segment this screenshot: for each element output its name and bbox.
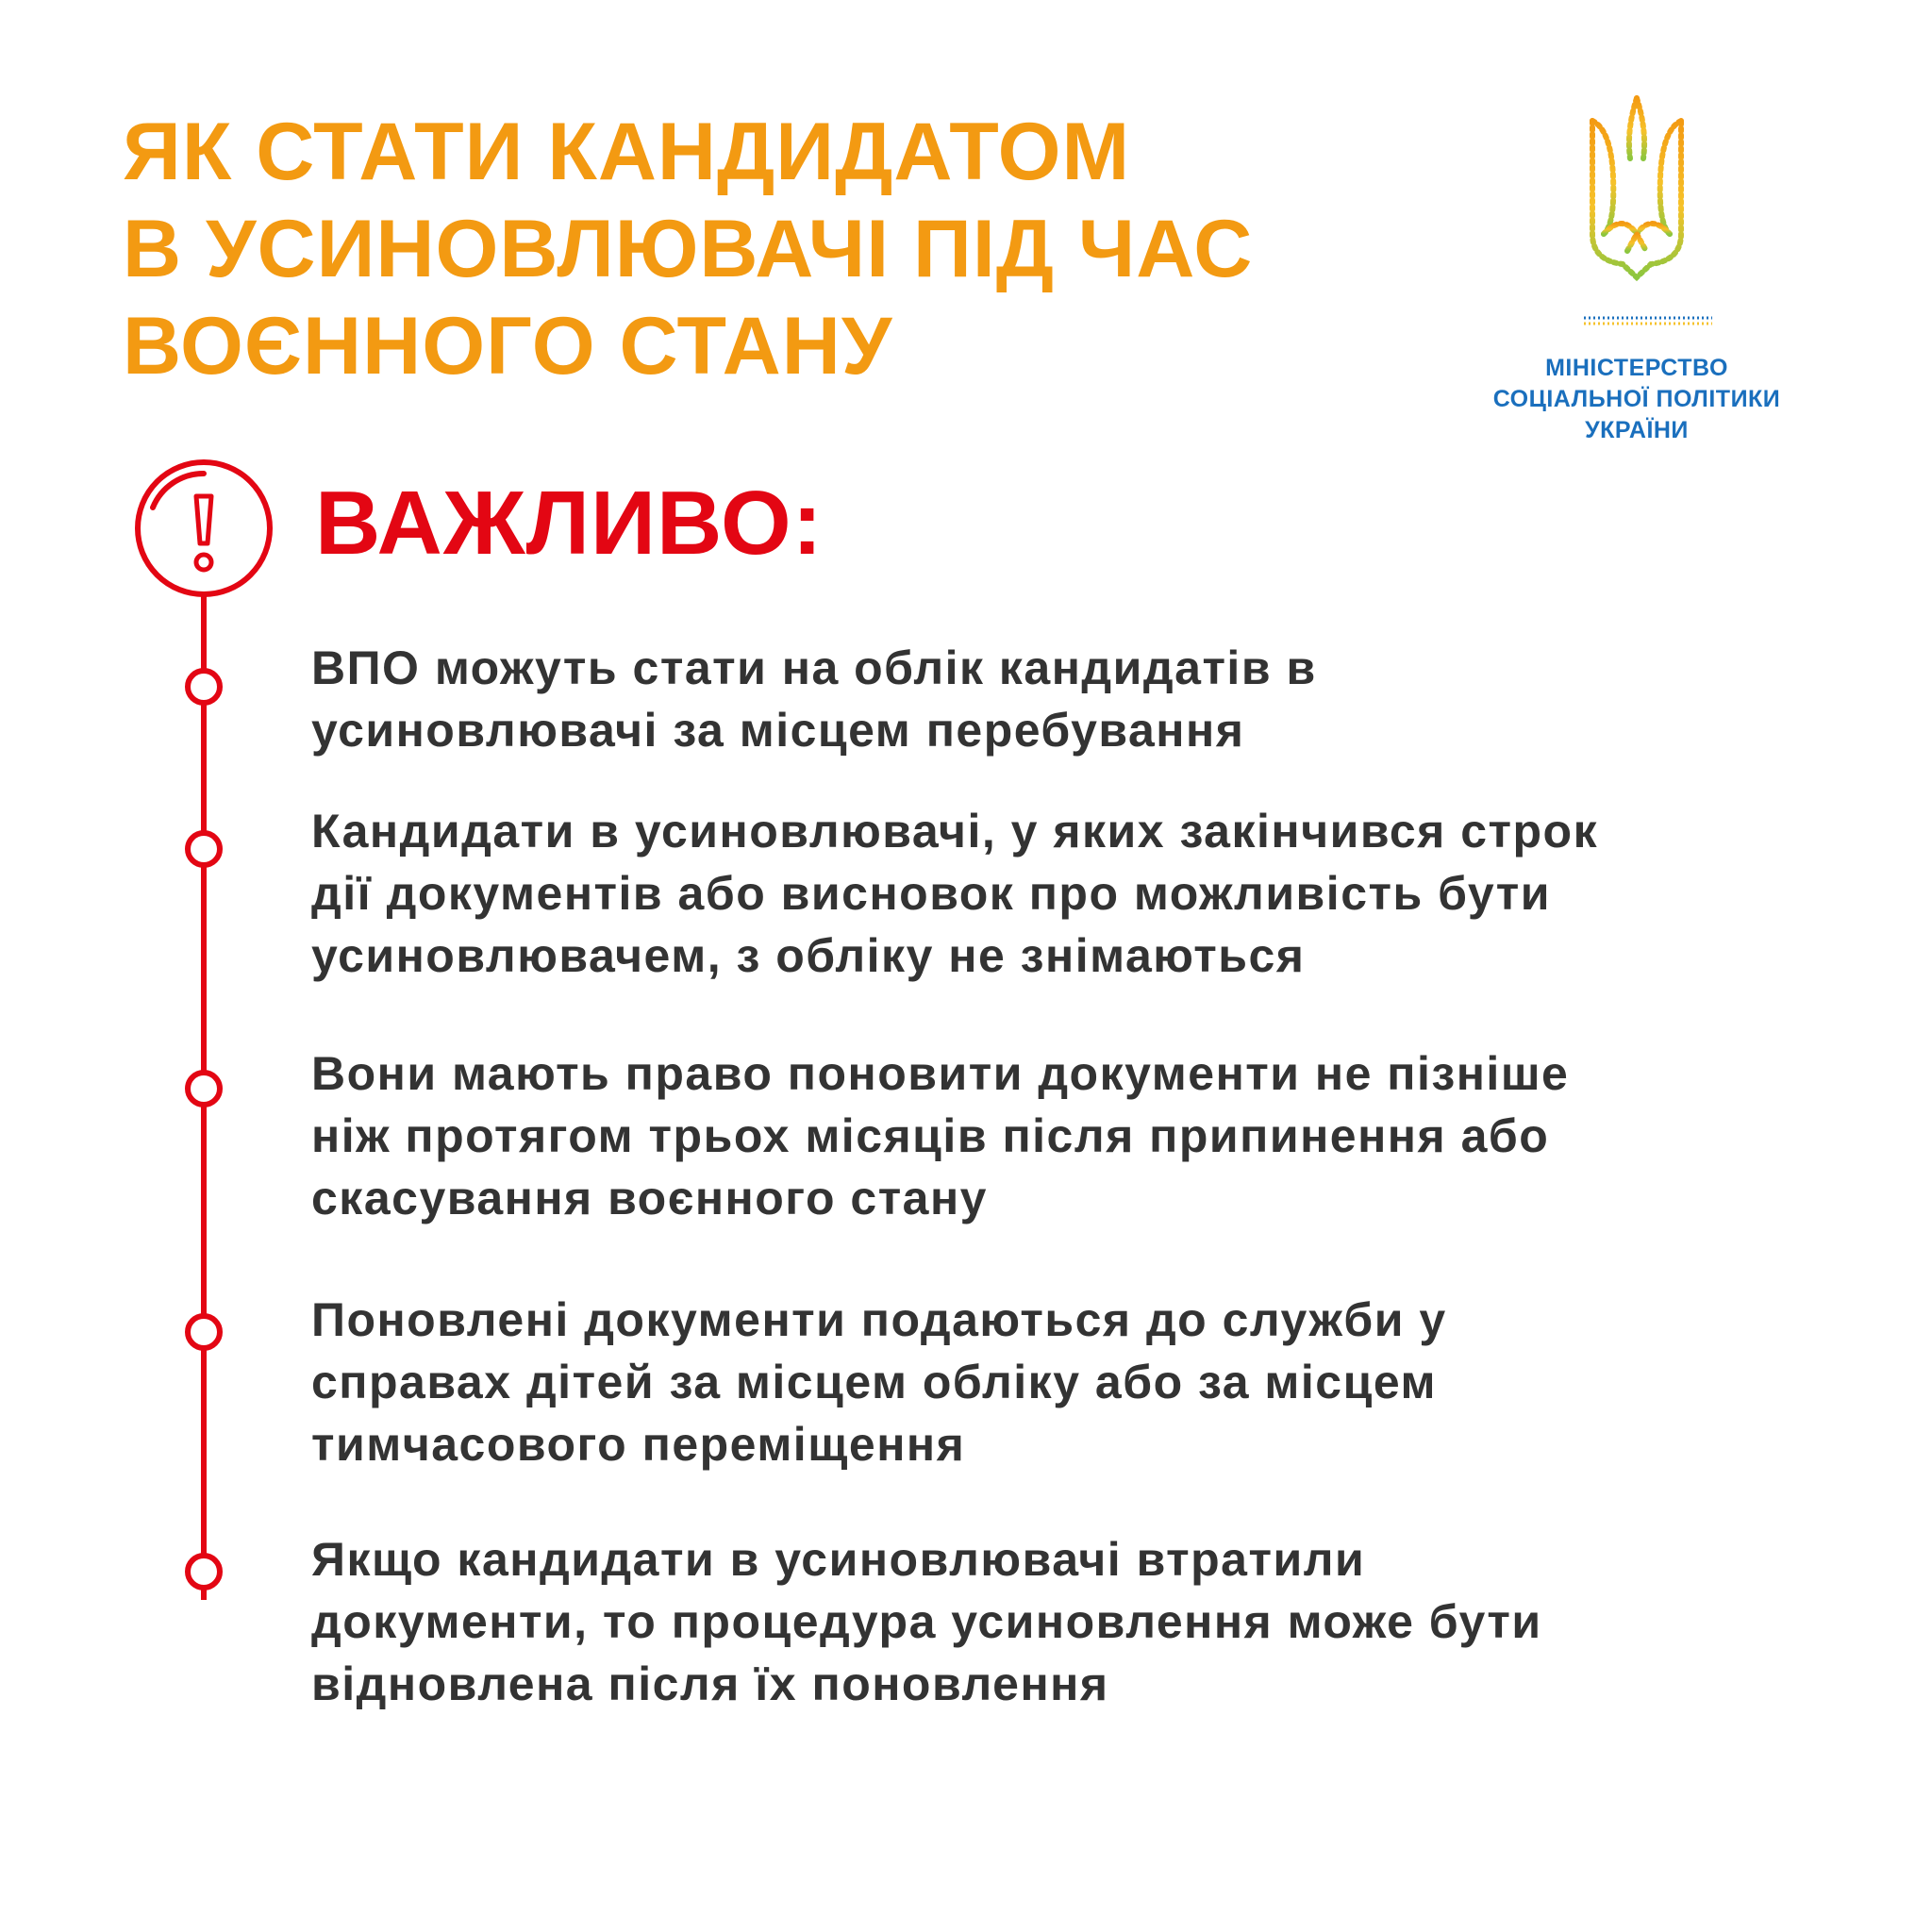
warning-icon <box>138 462 270 594</box>
timeline-dot-4 <box>188 1316 220 1348</box>
timeline-dot-3 <box>188 1073 220 1105</box>
ministry-logo <box>1481 92 1792 451</box>
trident-emblem-icon <box>1585 92 1689 281</box>
title-line-2: В УСИНОВЛЮВАЧІ ПІД ЧАС <box>123 204 1254 294</box>
list-item-line: тимчасового переміщення <box>311 1418 966 1471</box>
ministry-name <box>1481 353 1792 446</box>
list-item-line: Поновлені документи подаються до служби у <box>311 1293 1447 1346</box>
list-item-line: документи, то процедура усиновлення може бути <box>311 1595 1542 1648</box>
timeline-dot-2 <box>188 833 220 865</box>
timeline <box>128 453 279 1623</box>
list-item-line: усиновлювачем, з обліку не знімаються <box>311 929 1306 982</box>
page-title <box>123 104 1424 395</box>
list-item <box>311 637 1868 761</box>
list-item-line: Вони мають право поновити документи не пізніше <box>311 1047 1570 1100</box>
list-item-line: Кандидати в усиновлювачі, у яких закінчився строк <box>311 805 1599 858</box>
list-item-line: ВПО можуть стати на облік кандидатів в <box>311 641 1317 694</box>
logo-dotted-line <box>1582 314 1714 327</box>
title-line-3: ВОЄННОГО СТАНУ <box>123 301 893 391</box>
list-item-line: дії документів або висновок про можливість бути <box>311 867 1551 920</box>
list-item <box>311 1042 1868 1229</box>
list-item <box>311 1528 1868 1715</box>
ministry-name-line-3: УКРАЇНИ <box>1585 417 1689 443</box>
list-item-line: ніж протягом трьох місяців після припинення або <box>311 1109 1550 1162</box>
list-item-line: відновлена після їх поновлення <box>311 1657 1109 1710</box>
list-item <box>311 1289 1868 1475</box>
timeline-dot-1 <box>188 671 220 703</box>
important-heading: ВАЖЛИВО: <box>315 473 824 574</box>
list-item-line: Якщо кандидати в усиновлювачі втратили <box>311 1533 1366 1586</box>
list-item-line: скасування воєнного стану <box>311 1172 988 1224</box>
timeline-dot-5 <box>188 1556 220 1588</box>
list-item-line: справах дітей за місцем обліку або за місцем <box>311 1356 1437 1408</box>
ministry-name-line-1: МІНІСТЕРСТВО <box>1545 355 1728 381</box>
list-item-line: усиновлювачі за місцем перебування <box>311 704 1245 757</box>
title-line-1: ЯК СТАТИ КАНДИДАТОМ <box>123 107 1131 197</box>
ministry-name-line-2: СОЦІАЛЬНОЇ ПОЛІТИКИ <box>1492 386 1781 412</box>
list-item <box>311 800 1868 987</box>
